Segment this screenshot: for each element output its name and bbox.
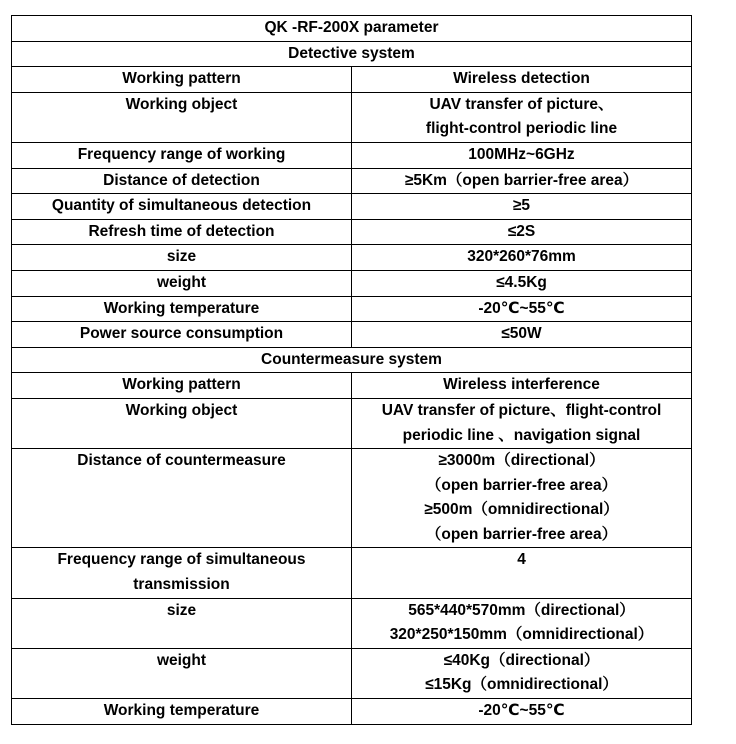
- parameter-name-cell: [12, 270, 352, 296]
- table-row: [12, 67, 692, 93]
- cell-line: Wireless detection: [453, 70, 590, 88]
- parameter-name-cell: [12, 373, 352, 399]
- parameter-name-cell: [12, 194, 352, 220]
- cell-line: weight: [156, 651, 207, 669]
- cell-line: ≤2S: [507, 222, 536, 240]
- cell-line: Working pattern: [122, 376, 241, 394]
- parameter-value-cell: [352, 548, 692, 598]
- parameter-value-cell: [352, 270, 692, 296]
- table-row: [12, 699, 692, 725]
- parameter-value-cell: [352, 92, 692, 142]
- parameter-name-cell: [12, 598, 352, 648]
- cell-line: ≤40Kg（directional）: [443, 651, 600, 669]
- cell-line: ≥500m（omnidirectional）: [424, 501, 619, 519]
- parameter-name-cell: [12, 92, 352, 142]
- cell-line: Frequency range of working: [77, 145, 286, 163]
- parameter-name-cell: [12, 168, 352, 194]
- parameter-name-cell: [12, 449, 352, 548]
- parameter-name-cell: [12, 142, 352, 168]
- cell-line: flight-control periodic line: [425, 120, 618, 138]
- table-row: [12, 92, 692, 142]
- table-row: [12, 142, 692, 168]
- parameter-name-cell: [12, 548, 352, 598]
- section-heading: Countermeasure system: [12, 347, 692, 373]
- cell-line: Frequency range of simultaneous: [57, 551, 306, 569]
- parameter-value-cell: [352, 296, 692, 322]
- parameter-name-cell: [12, 219, 352, 245]
- cell-line: Working pattern: [122, 70, 241, 88]
- parameter-value-cell: [352, 219, 692, 245]
- cell-line: ≥5Km（open barrier-free area）: [404, 171, 639, 189]
- cell-line: Working object: [125, 95, 238, 113]
- cell-line: ≤50W: [501, 325, 542, 343]
- cell-line: Working temperature: [103, 299, 260, 317]
- cell-line: size: [166, 248, 197, 266]
- parameter-value-cell: [352, 194, 692, 220]
- table-row: [12, 296, 692, 322]
- table-row: [12, 322, 692, 348]
- cell-line: periodic line 、navigation signal: [402, 426, 641, 444]
- cell-line: Distance of detection: [103, 171, 260, 189]
- parameter-value-cell: [352, 648, 692, 698]
- parameter-value-cell: [352, 598, 692, 648]
- parameter-value-cell: [352, 67, 692, 93]
- parameter-name-cell: [12, 699, 352, 725]
- table-row: [12, 245, 692, 271]
- cell-line: Wireless interference: [443, 376, 600, 394]
- cell-line: ≥3000m（directional）: [438, 452, 605, 470]
- parameter-value-cell: [352, 398, 692, 448]
- parameter-value-cell: [352, 322, 692, 348]
- cell-line: 565*440*570mm（directional）: [408, 601, 635, 619]
- parameter-name-cell: [12, 296, 352, 322]
- cell-line: UAV transfer of picture、flight-control: [381, 401, 662, 419]
- cell-line: Working temperature: [103, 702, 260, 720]
- cell-line: UAV transfer of picture、: [429, 95, 614, 113]
- parameter-value-cell: [352, 449, 692, 548]
- cell-line: Refresh time of detection: [88, 222, 275, 240]
- cell-line: Working object: [125, 401, 238, 419]
- cell-line: ≤4.5Kg: [496, 273, 547, 291]
- parameter-value-cell: [352, 142, 692, 168]
- table-row: [12, 270, 692, 296]
- cell-line: Distance of countermeasure: [77, 452, 286, 470]
- section-heading-row: [12, 41, 692, 67]
- table-row: [12, 548, 692, 598]
- parameter-value-cell: [352, 245, 692, 271]
- table-row: [12, 219, 692, 245]
- parameter-name-cell: [12, 67, 352, 93]
- parameter-value-cell: [352, 168, 692, 194]
- cell-line: （open barrier-free area）: [425, 476, 618, 494]
- section-heading-row: [12, 347, 692, 373]
- table-row: [12, 373, 692, 399]
- cell-line: -20℃~55℃: [478, 702, 565, 720]
- table-title: QK -RF-200X parameter: [12, 16, 692, 42]
- parameter-name-cell: [12, 322, 352, 348]
- parameter-table: [11, 15, 692, 725]
- parameter-value-cell: [352, 699, 692, 725]
- table-row: [12, 449, 692, 548]
- cell-line: 320*260*76mm: [467, 248, 576, 266]
- cell-line: size: [166, 601, 197, 619]
- cell-line: weight: [156, 273, 207, 291]
- table-row: [12, 598, 692, 648]
- table-row: [12, 168, 692, 194]
- table-row: [12, 648, 692, 698]
- cell-line: 320*250*150mm（omnidirectional）: [389, 626, 654, 644]
- cell-line: （open barrier-free area）: [425, 525, 618, 543]
- cell-line: 100MHz~6GHz: [468, 145, 575, 163]
- parameter-name-cell: [12, 648, 352, 698]
- table-title-row: [12, 16, 692, 42]
- table-row: [12, 398, 692, 448]
- cell-line: ≤15Kg（omnidirectional）: [425, 676, 618, 694]
- parameter-name-cell: [12, 398, 352, 448]
- cell-line: Power source consumption: [79, 325, 284, 343]
- cell-line: ≥5: [512, 197, 531, 215]
- cell-line: Quantity of simultaneous detection: [51, 197, 312, 215]
- parameter-value-cell: [352, 373, 692, 399]
- cell-line: transmission: [133, 576, 230, 594]
- table-row: [12, 194, 692, 220]
- cell-line: 4: [517, 551, 526, 569]
- parameter-name-cell: [12, 245, 352, 271]
- section-heading: Detective system: [12, 41, 692, 67]
- cell-line: -20℃~55℃: [478, 299, 565, 317]
- parameter-table-body: [12, 16, 692, 725]
